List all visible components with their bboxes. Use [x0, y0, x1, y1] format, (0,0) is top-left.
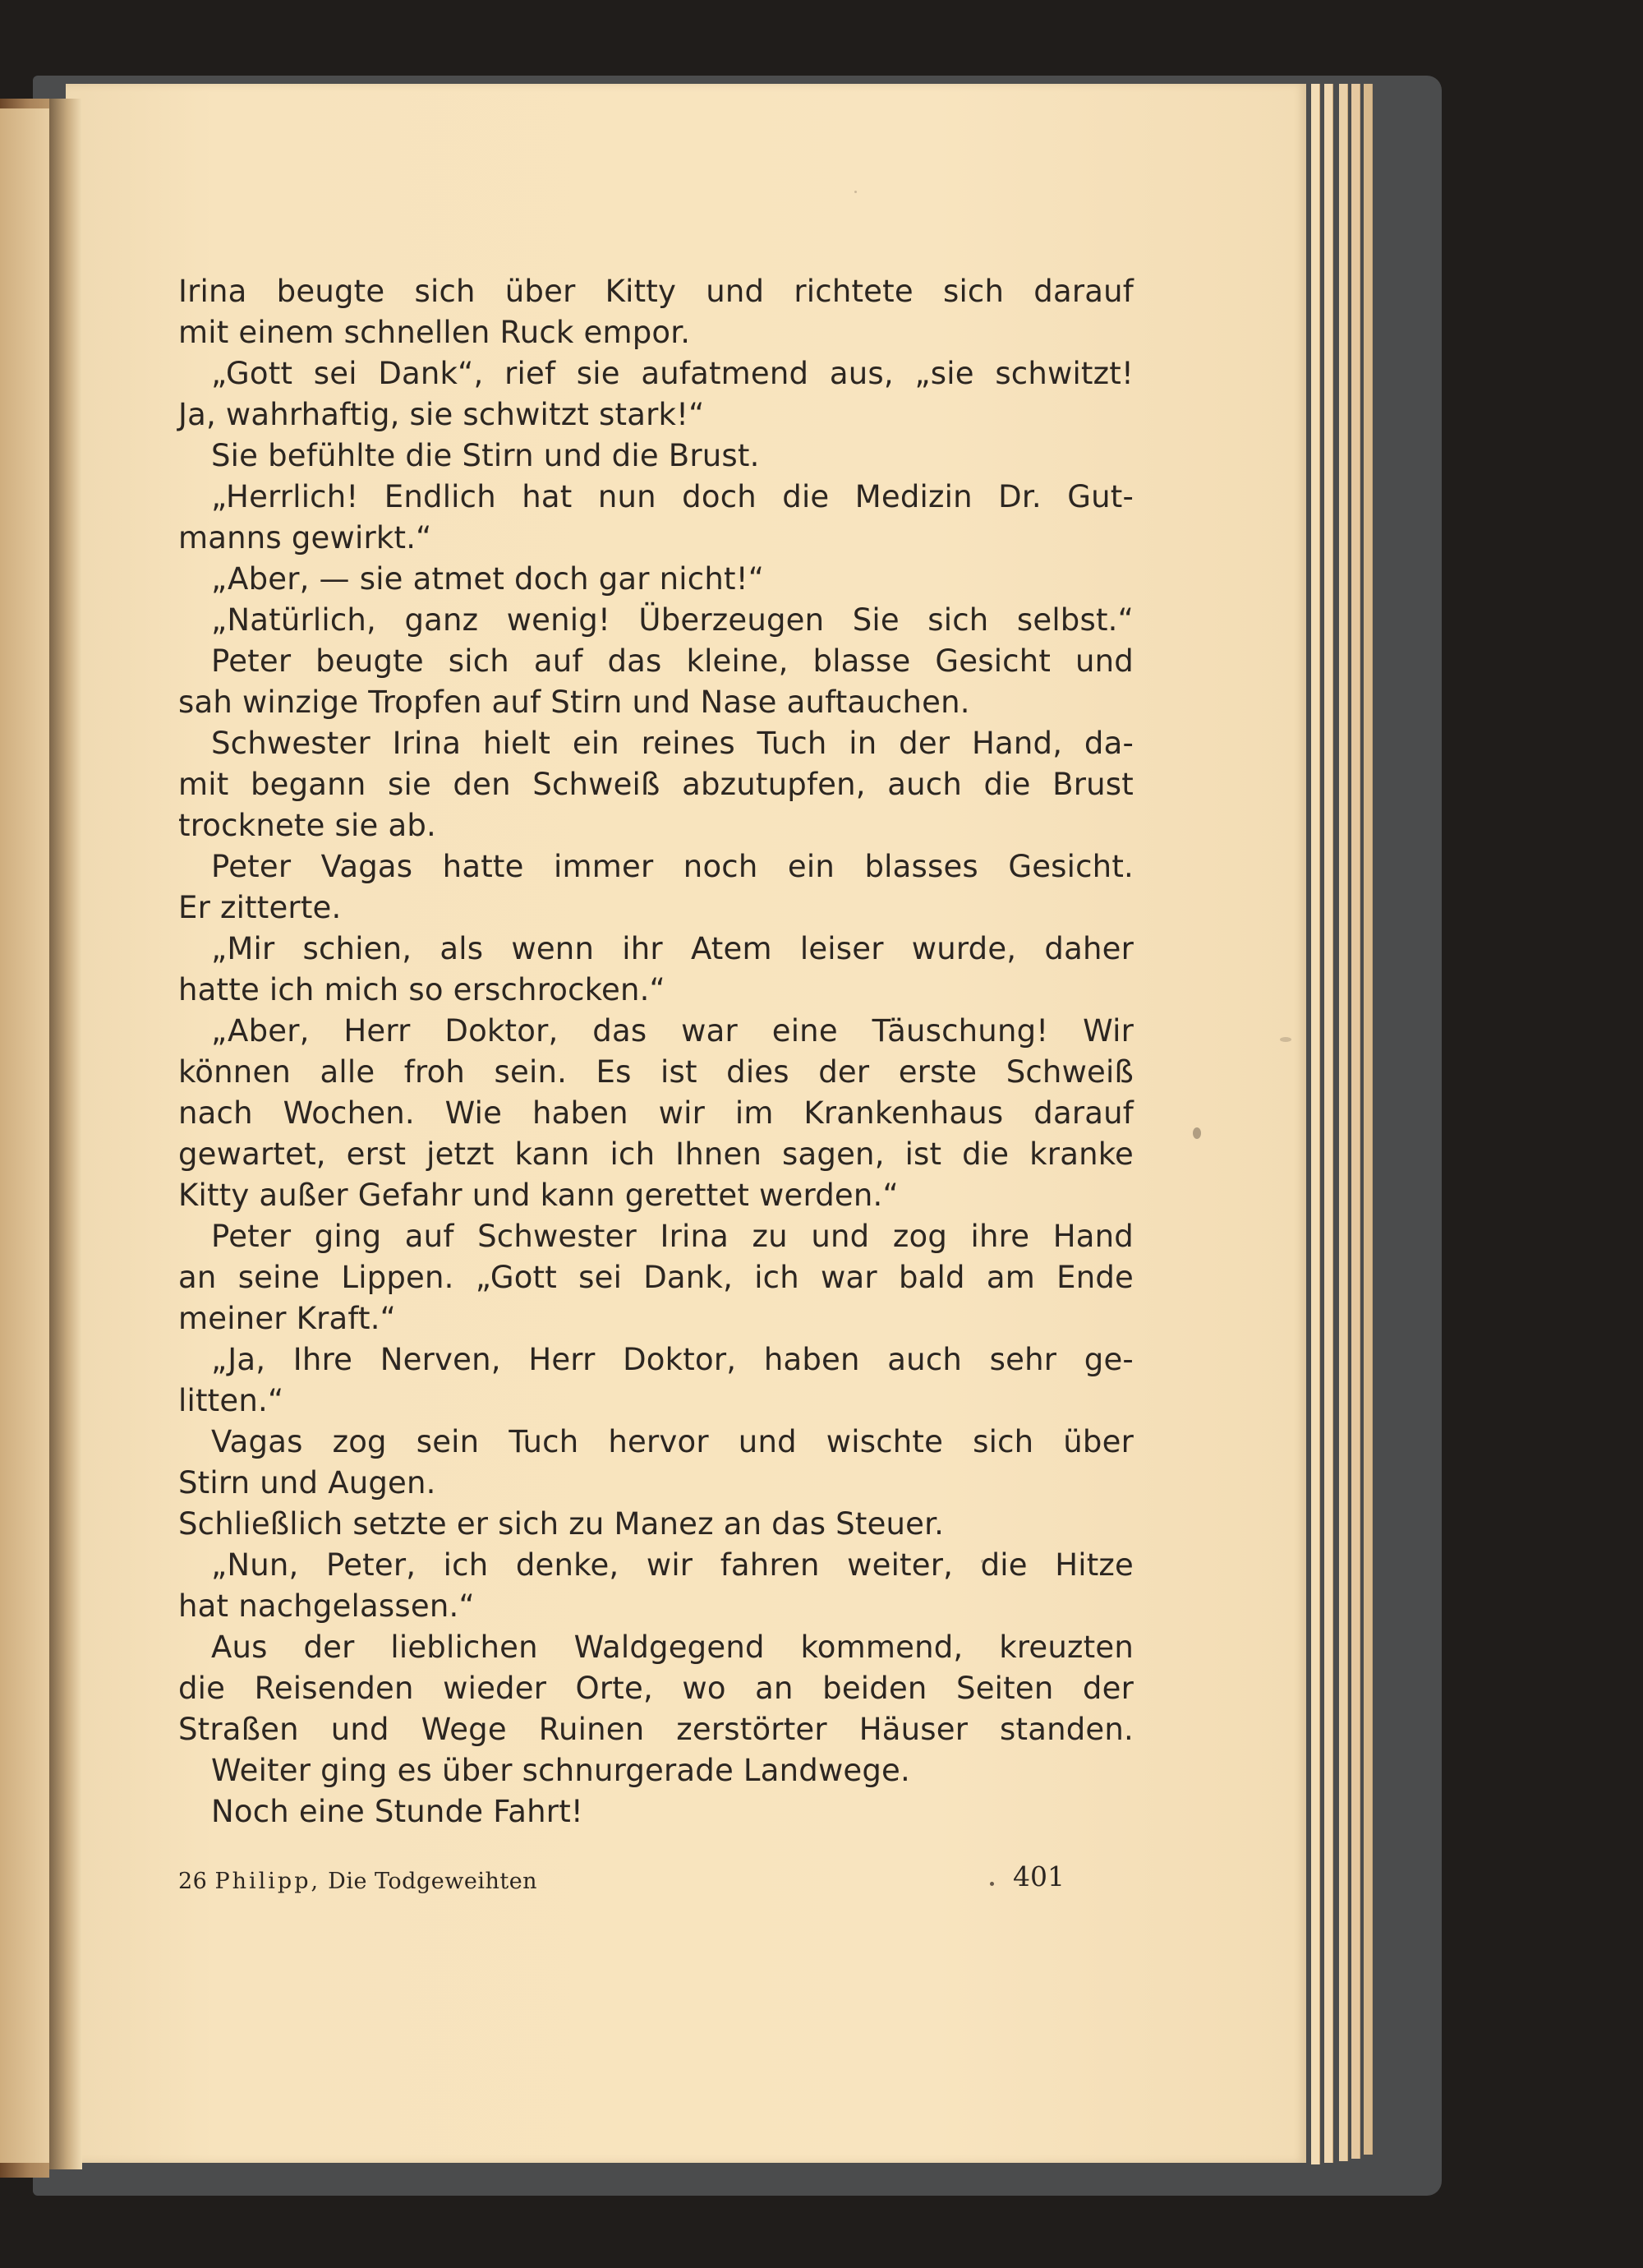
paper-spot: [1280, 1037, 1291, 1042]
page-stack-layer: [1364, 84, 1373, 2155]
text-line: meiner Kraft.“: [178, 1301, 397, 1336]
text-line: Kitty außer Gefahr und kann gerettet werden.“: [178, 1178, 899, 1213]
signature-number: 26: [178, 1869, 208, 1894]
page-body-text: [178, 271, 1134, 1832]
text-line: nach Wochen. Wie haben wir im Krankenhaus darauf: [178, 1095, 1134, 1131]
page-stack-layer: [1324, 84, 1333, 2163]
text-line: „Natürlich, ganz wenig! Überzeugen Sie sich selbst.“: [211, 602, 1134, 638]
text-line: gewartet, erst jetzt kann ich Ihnen sagen, ist die kranke: [178, 1136, 1134, 1172]
text-line: sah winzige Tropfen auf Stirn und Nase auftauchen.: [178, 685, 970, 720]
text-line: Ja, wahrhaftig, sie schwitzt stark!“: [178, 397, 705, 432]
text-line: Peter ging auf Schwester Irina zu und zog ihre Hand: [211, 1219, 1134, 1254]
text-line: „Ja, Ihre Nerven, Herr Doktor, haben auch sehr ge-: [211, 1342, 1134, 1377]
text-line: Straßen und Wege Ruinen zerstörter Häuser standen.: [178, 1712, 1134, 1747]
text-line: Noch eine Stunde Fahrt!: [211, 1794, 583, 1829]
text-line: Stirn und Augen.: [178, 1465, 436, 1500]
text-line: können alle froh sein. Es ist dies der erste Schweiß: [178, 1054, 1134, 1090]
book-page: [66, 84, 1306, 2163]
text-line: Irina beugte sich über Kitty und richtete sich darauf: [178, 274, 1134, 309]
text-line: „Aber, — sie atmet doch gar nicht!“: [211, 561, 765, 597]
author-name: Philipp,: [214, 1869, 321, 1894]
text-line: hat nachgelassen.“: [178, 1588, 475, 1624]
text-line: Schließlich setzte er sich zu Manez an das Steuer.: [178, 1506, 945, 1542]
text-line: litten.“: [178, 1383, 284, 1418]
text-line: trocknete sie ab.: [178, 808, 436, 843]
signature-line: [178, 1869, 537, 1894]
text-line: „Mir schien, als wenn ihr Atem leiser wurde, daher: [211, 931, 1134, 966]
text-line: Vagas zog sein Tuch hervor und wischte sich über: [211, 1424, 1134, 1459]
text-line: manns gewirkt.“: [178, 520, 432, 555]
text-line: Er zitterte.: [178, 890, 342, 925]
text-line: mit begann sie den Schweiß abzutupfen, auch die Brust: [178, 767, 1134, 802]
book-gutter: [49, 99, 82, 2169]
text-line: Peter Vagas hatte immer noch ein blasses Gesicht.: [211, 849, 1134, 884]
text-line: „Nun, Peter, ich denke, wir fahren weiter, die Hitze: [211, 1547, 1134, 1583]
text-line: Schwester Irina hielt ein reines Tuch in der Hand, da-: [211, 726, 1134, 761]
text-line: an seine Lippen. „Gott sei Dank, ich war bald am Ende: [178, 1260, 1134, 1295]
text-line: Weiter ging es über schnurgerade Landwege.: [211, 1753, 910, 1788]
text-line: hatte ich mich so erschrocken.“: [178, 972, 665, 1007]
book-title: Die Todgeweihten: [328, 1869, 538, 1894]
print-mark: [990, 1882, 994, 1886]
page-stack-layer: [1351, 84, 1360, 2159]
text-line: „Gott sei Dank“, rief sie aufatmend aus, „sie schwitzt!: [211, 356, 1134, 391]
text-line: Sie befühlte die Stirn und die Brust.: [211, 438, 760, 473]
text-line: Aus der lieblichen Waldgegend kommend, kreuzten: [211, 1630, 1134, 1665]
text-line: Peter beugte sich auf das kleine, blasse Gesicht und: [211, 643, 1134, 679]
paper-spot: [1193, 1127, 1201, 1139]
text-line: „Aber, Herr Doktor, das war eine Täuschung! Wir: [211, 1013, 1134, 1049]
paper-spot: [854, 191, 857, 193]
text-line: mit einem schnellen Ruck empor.: [178, 315, 691, 350]
page-stack-layer: [1311, 84, 1320, 2164]
page-number: 401: [1013, 1860, 1065, 1892]
paper-spot: [981, 1560, 984, 1563]
page-stack-layer: [1339, 84, 1348, 2161]
text-line: „Herrlich! Endlich hat nun doch die Medizin Dr. Gut-: [211, 479, 1134, 514]
text-line: die Reisenden wieder Orte, wo an beiden Seiten der: [178, 1671, 1134, 1706]
